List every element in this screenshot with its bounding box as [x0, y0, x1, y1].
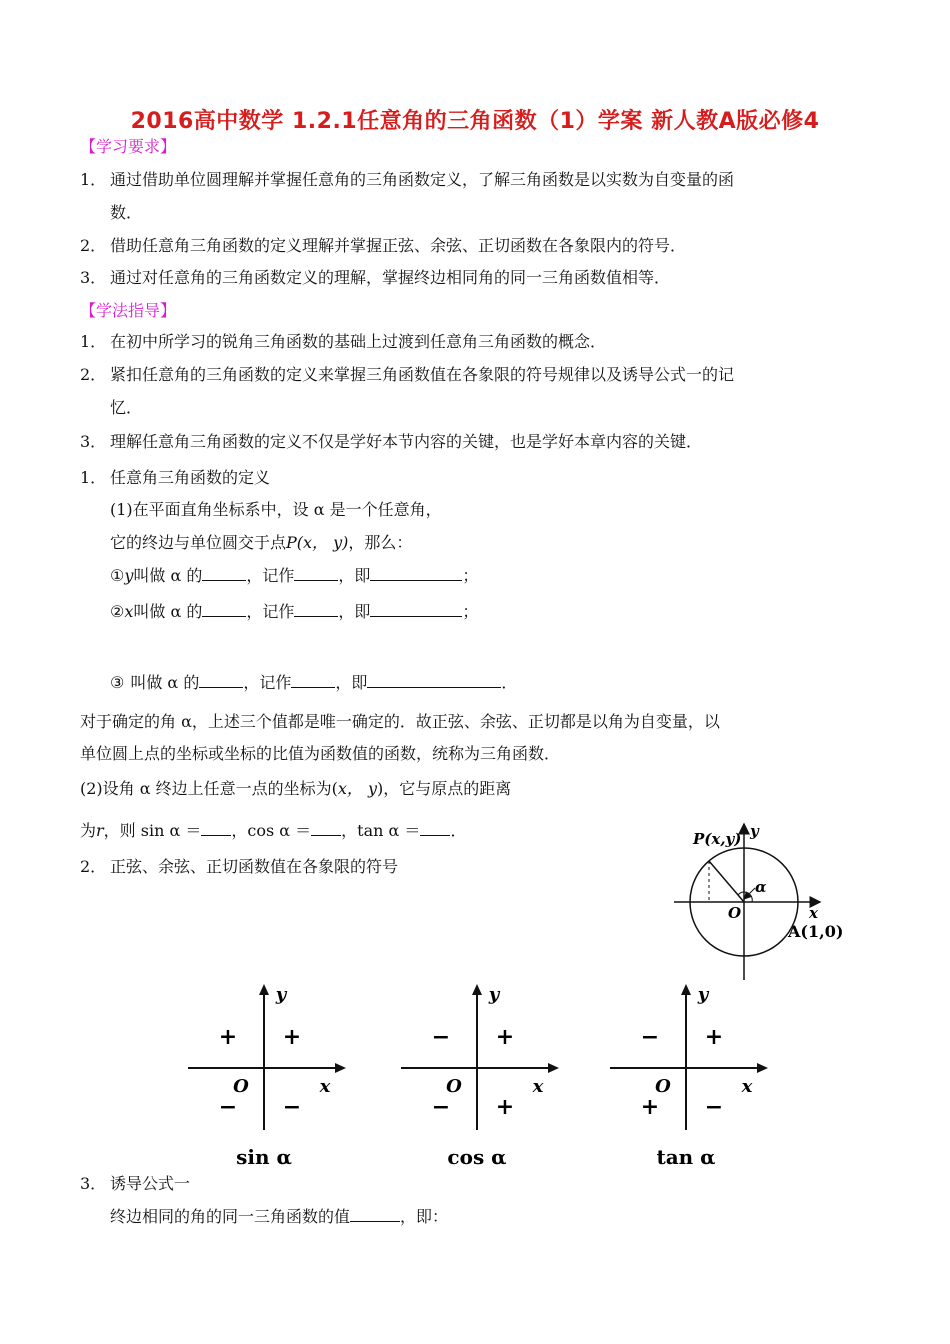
list-item-continuation: 忆．	[110, 398, 143, 417]
origin-label: O	[446, 1076, 462, 1097]
answer-blank[interactable]	[291, 672, 335, 688]
list-item: 1． 通过借助单位圆理解并掌握任意角的三角函数定义，了解三角函数是以实数为自变量的函	[80, 170, 735, 189]
chart-caption: tan α	[656, 1145, 716, 1169]
section-3-heading: 3． 诱导公式一	[80, 1174, 191, 1193]
chart-caption: sin α	[236, 1145, 292, 1169]
answer-blank[interactable]	[311, 820, 341, 836]
x-label: x	[809, 904, 818, 922]
origin-label: O	[655, 1076, 671, 1097]
origin-label: O	[233, 1076, 249, 1097]
sign-chart-2	[602, 980, 782, 1170]
list-item: 1． 在初中所学习的锐角三角函数的基础上过渡到任意角三角函数的概念．	[80, 332, 607, 351]
definition-item-3: ③ 叫做 α 的 ，记作 ，即 ．	[110, 673, 518, 692]
answer-blank[interactable]	[199, 672, 243, 688]
definition-line-1: (1)在平面直角坐标系中，设 α 是一个任意角，	[110, 500, 442, 519]
y-label: y	[750, 822, 759, 840]
section-header-guide: 【学法指导】	[80, 301, 177, 320]
paragraph: (2)设角 α 终边上任意一点的坐标为(x， y)，它与原点的距离	[80, 779, 512, 798]
definition-item-2: ②x叫做 α 的 ，记作 ，即 ；	[110, 602, 479, 621]
definition-line-2: 它的终边与单位圆交于点P(x， y)，那么：	[110, 533, 413, 552]
terminal-side	[709, 861, 744, 902]
x-axis-arrow	[757, 1063, 768, 1073]
point-label: P(x,y)	[693, 830, 742, 848]
quadrant-4-sign: +	[495, 1094, 515, 1120]
y-label: y	[488, 984, 500, 1005]
section-1-heading: 1． 任意角三角函数的定义	[80, 468, 271, 487]
y-label: y	[275, 984, 287, 1005]
definition-item-1: ①y叫做 α 的 ，记作 ，即 ；	[110, 566, 479, 585]
x-axis-arrow	[548, 1063, 559, 1073]
section-2-heading: 2． 正弦、余弦、正切函数值在各象限的符号	[80, 857, 399, 876]
list-item: 2． 借助任意角三角函数的定义理解并掌握正弦、余弦、正切函数在各象限内的符号．	[80, 236, 687, 255]
paragraph: 单位圆上点的坐标或坐标的比值为函数值的函数，统称为三角函数．	[80, 744, 561, 763]
answer-blank[interactable]	[370, 565, 462, 581]
x-label: x	[319, 1076, 331, 1097]
list-item: 3． 理解任意角三角函数的定义不仅是学好本节内容的关键，也是学好本章内容的关键．	[80, 432, 703, 451]
x-label: x	[741, 1076, 753, 1097]
answer-blank[interactable]	[294, 601, 338, 617]
page-title: 2016高中数学 1.2.1任意角的三角函数（1）学案 新人教A版必修4	[130, 109, 820, 134]
point-a-label: A(1,0)	[788, 922, 844, 941]
x-label: x	[532, 1076, 544, 1097]
sign-chart-1	[393, 980, 573, 1170]
quadrant-2-sign: +	[218, 1024, 238, 1050]
quadrant-4-sign: −	[704, 1094, 724, 1120]
answer-blank[interactable]	[367, 672, 501, 688]
answer-blank[interactable]	[350, 1206, 400, 1222]
list-item-continuation: 数．	[110, 203, 143, 222]
answer-blank[interactable]	[294, 565, 338, 581]
chart-caption: cos α	[447, 1145, 507, 1169]
y-axis-arrow	[681, 984, 691, 995]
unit-circle-diagram	[660, 820, 860, 985]
formula-line: 为r，则 sin α ＝ ，cos α ＝ ，tan α ＝ ．	[80, 821, 467, 840]
paragraph: 对于确定的角 α，上述三个值都是唯一确定的．故正弦、余弦、正切都是以角为自变量，以	[80, 712, 720, 731]
y-axis-arrow	[472, 984, 482, 995]
quadrant-4-sign: −	[282, 1094, 302, 1120]
quadrant-1-sign: +	[704, 1024, 724, 1050]
quadrant-3-sign: −	[218, 1094, 238, 1120]
list-item: 2． 紧扣任意角的三角函数的定义来掌握三角函数值在各象限的符号规律以及诱导公式一的记	[80, 365, 735, 384]
angle-pointer	[744, 888, 755, 899]
origin-label: O	[728, 904, 742, 922]
quadrant-2-sign: −	[640, 1024, 660, 1050]
y-axis-arrow	[259, 984, 269, 995]
quadrant-2-sign: −	[431, 1024, 451, 1050]
quadrant-3-sign: +	[640, 1094, 660, 1120]
answer-blank[interactable]	[201, 820, 231, 836]
section-header-requirements: 【学习要求】	[80, 137, 177, 156]
answer-blank[interactable]	[370, 601, 462, 617]
quadrant-1-sign: +	[282, 1024, 302, 1050]
list-item: 3． 通过对任意角的三角函数定义的理解，掌握终边相同角的同一三角函数值相等．	[80, 268, 671, 287]
quadrant-3-sign: −	[431, 1094, 451, 1120]
sign-chart-0	[180, 980, 360, 1170]
angle-label: α	[755, 878, 767, 896]
quadrant-1-sign: +	[495, 1024, 515, 1050]
answer-blank[interactable]	[202, 565, 246, 581]
x-axis-arrow	[335, 1063, 346, 1073]
answer-blank[interactable]	[202, 601, 246, 617]
paragraph: 终边相同的角的同一三角函数的值 ，即：	[110, 1207, 449, 1226]
y-label: y	[697, 984, 709, 1005]
answer-blank[interactable]	[420, 820, 450, 836]
